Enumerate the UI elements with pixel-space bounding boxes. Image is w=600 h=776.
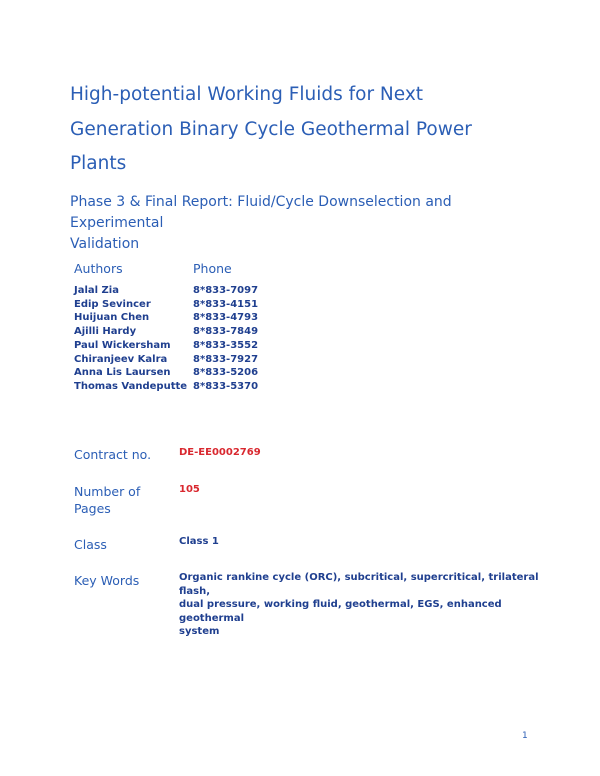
author-phone: 8*833-4793 (193, 312, 259, 324)
phone-header: Phone (193, 261, 232, 276)
authors-list (74, 284, 187, 394)
keywords-line: dual pressure, working fluid, geothermal, EGS, enhanced geothermal (179, 599, 502, 624)
pages-label-line: Number of (74, 484, 141, 499)
subtitle-line: Phase 3 & Final Report: Fluid/Cycle Downselection and Experimental (70, 194, 452, 231)
author-name: Edip Sevincer (74, 298, 151, 310)
author-phone: 8*833-4151 (193, 298, 259, 310)
contract-value: DE-EE0002769 (179, 447, 261, 458)
author-phone: 8*833-3552 (193, 339, 259, 351)
author-phone: 8*833-7849 (193, 326, 259, 338)
keywords-line: system (179, 626, 220, 637)
author-phone: 8*833-5370 (193, 380, 259, 392)
title-line: Generation Binary Cycle Geothermal Power (70, 118, 472, 140)
author-name: Huijuan Chen (74, 312, 150, 324)
class-label: Class (74, 537, 107, 552)
document-title (70, 78, 540, 182)
pages-label (74, 483, 140, 517)
page-number: 1 (522, 731, 528, 741)
author-name: Chiranjeev Kalra (74, 353, 168, 365)
keywords-line: Organic rankine cycle (ORC), subcritical, supercritical, trilateral flash, (179, 572, 539, 597)
author-name: Ajilli Hardy (74, 326, 137, 338)
subtitle-line: Validation (70, 236, 140, 252)
class-value: Class 1 (179, 536, 219, 547)
author-name: Jalal Zia (74, 285, 119, 296)
title-line: Plants (70, 153, 127, 174)
phones-list (193, 284, 258, 394)
contract-label: Contract no. (74, 447, 152, 462)
author-name: Anna Lis Laursen (74, 367, 171, 379)
pages-label-line: Pages (74, 501, 111, 516)
author-phone: 8*833-7927 (193, 353, 259, 365)
author-phone: 8*833-7097 (193, 285, 259, 296)
author-name: Thomas Vandeputte (74, 380, 188, 392)
keywords-label: Key Words (74, 573, 140, 588)
author-phone: 8*833-5206 (193, 367, 259, 379)
pages-value: 105 (179, 484, 200, 495)
authors-header: Authors (74, 261, 123, 276)
document-subtitle (70, 192, 540, 255)
author-name: Paul Wickersham (74, 339, 171, 351)
keywords-value (179, 571, 549, 639)
title-line: High-potential Working Fluids for Next (70, 84, 424, 105)
